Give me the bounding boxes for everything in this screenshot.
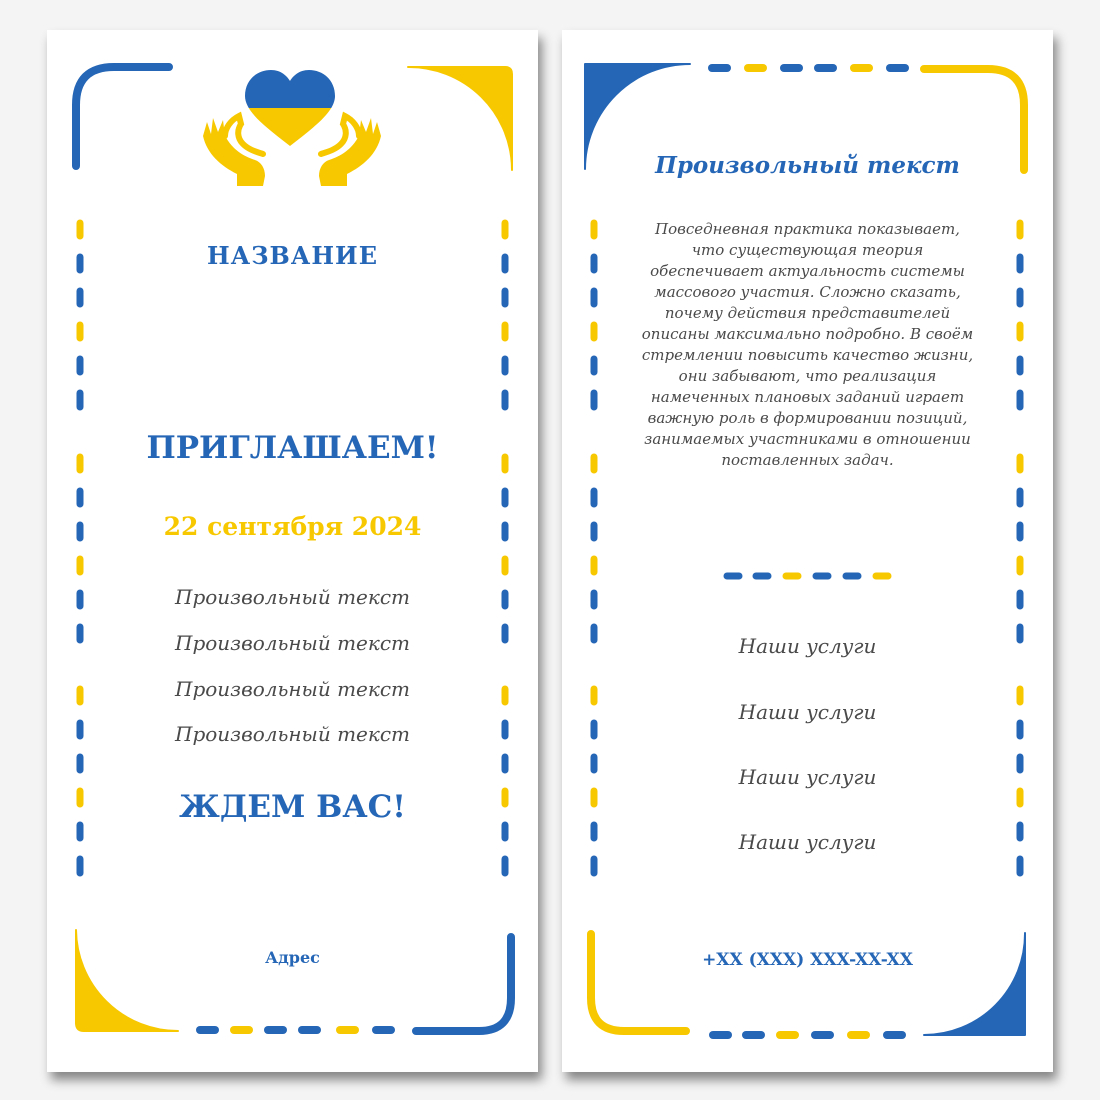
front-text-line: Произвольный текст [175, 677, 410, 701]
back-heading: Произвольный текст [655, 152, 960, 179]
invite-heading: ПРИГЛАШАЕМ! [146, 430, 439, 466]
service-item: Наши услуги [738, 700, 877, 724]
front-text-line: Произвольный текст [175, 631, 410, 655]
service-item: Наши услуги [738, 830, 877, 854]
front-text-line: Произвольный текст [175, 585, 410, 609]
invitation-front-card [47, 30, 538, 1072]
description-paragraph: Повседневная практика показывает, что существующая теория обеспечивает актуальность системы массового участия. Сложно сказать, почему действия представителей описаны максимально подробно. В своём стремлении повысить качество жизни, они забывают, что реализация намеченных плановых заданий играет важную роль в формировании позиций, занимаемых участниками в отношении поставленных задач. [641, 220, 974, 469]
service-item: Наши услуги [738, 765, 877, 789]
event-title: НАЗВАНИЕ [206, 241, 378, 270]
address-label: Адрес [265, 948, 320, 967]
front-text-line: Произвольный текст [175, 722, 410, 746]
invitation-back-card [562, 30, 1053, 1072]
back-border-decoration [562, 30, 1053, 1072]
event-date: 22 сентября 2024 [163, 512, 422, 541]
phone-number: +XX (XXX) XXX-XX-XX [702, 950, 913, 970]
hands-heart-icon [197, 58, 387, 190]
closing-heading: ЖДЕМ ВАС! [179, 789, 406, 825]
service-item: Наши услуги [738, 634, 877, 658]
